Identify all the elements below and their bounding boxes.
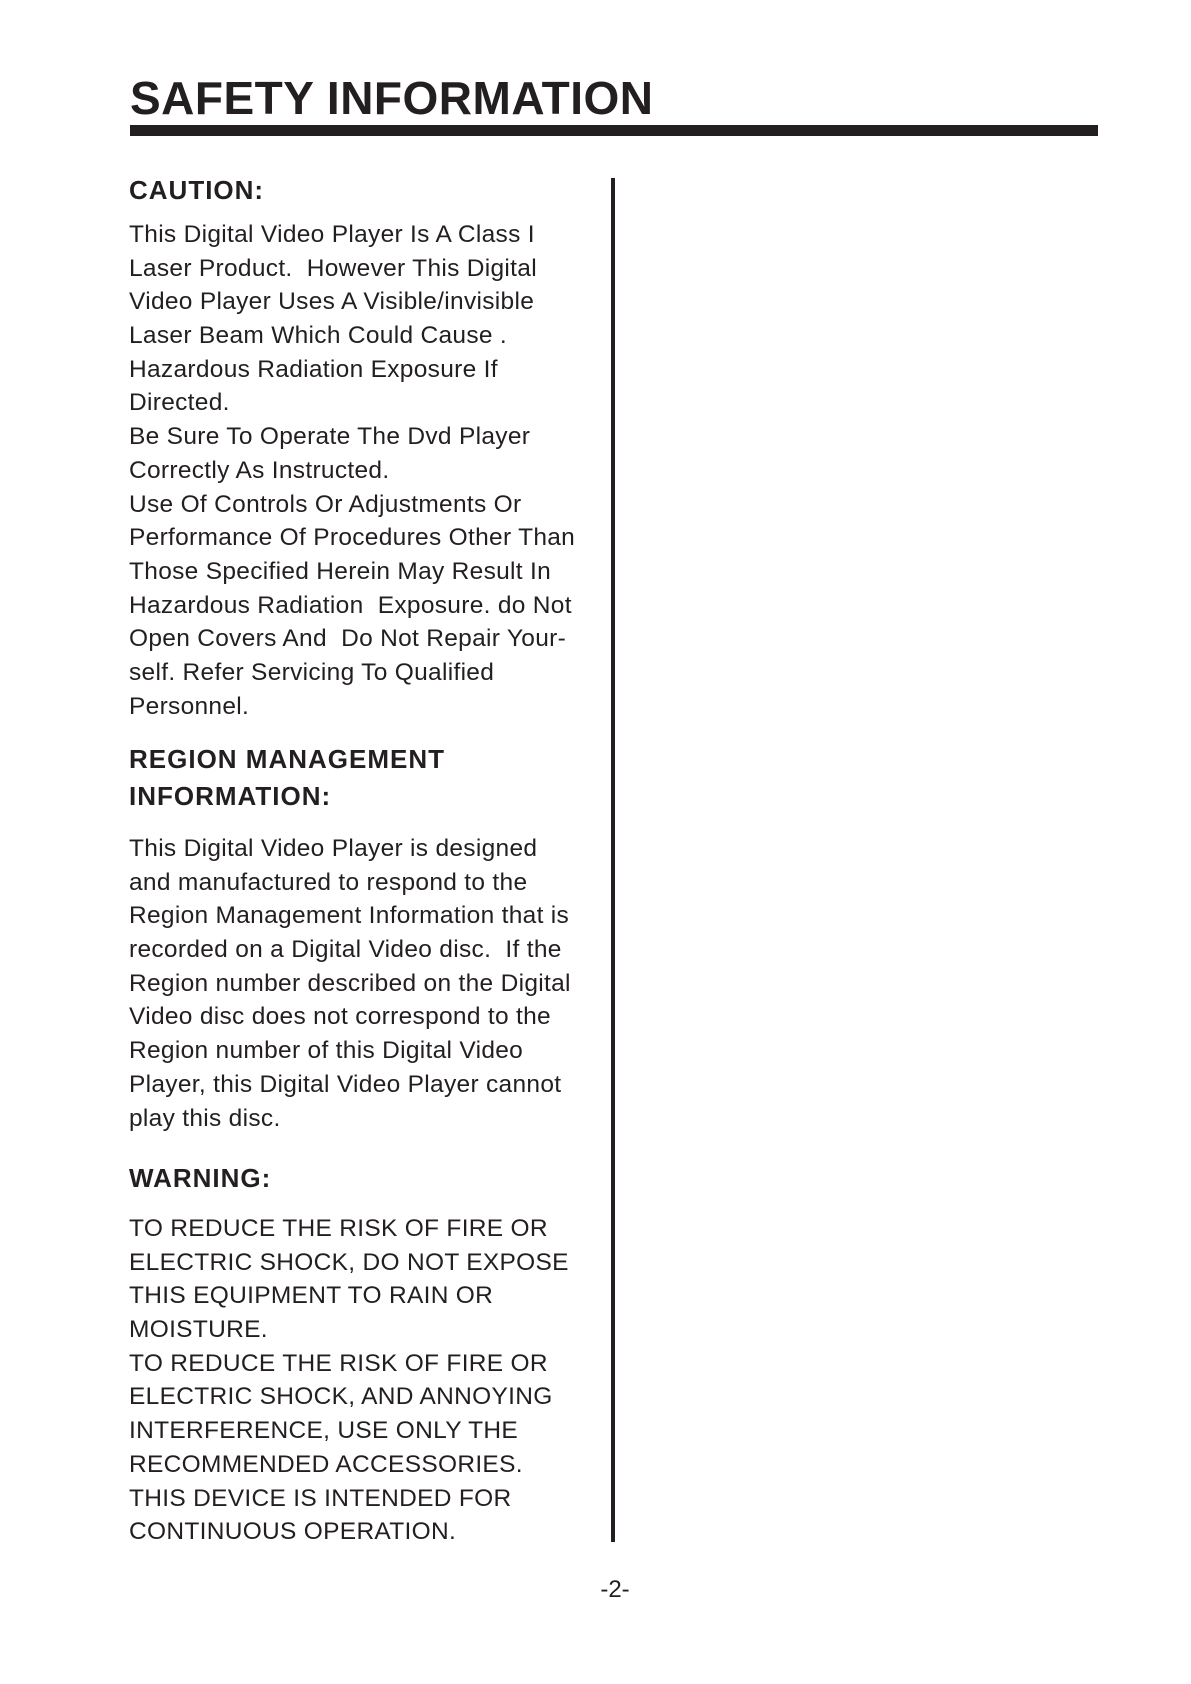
warning-line: ELECTRIC SHOCK, DO NOT EXPOSE: [129, 1248, 569, 1276]
region-line: play this disc.: [129, 1104, 281, 1132]
region-heading-line2: INFORMATION:: [129, 781, 332, 811]
caution-line: Correctly As Instructed.: [129, 456, 390, 484]
caution-line: Use Of Controls Or Adjustments Or: [129, 490, 522, 518]
caution-heading: CAUTION:: [129, 175, 265, 205]
caution-line: Directed.: [129, 389, 230, 417]
caution-body: [129, 218, 575, 723]
region-line: This Digital Video Player is designed: [129, 835, 538, 862]
region-line: Region Management Information that is: [129, 902, 570, 930]
caution-line: Personnel.: [129, 692, 250, 720]
region-line: recorded on a Digital Video disc. If the: [129, 936, 562, 964]
caution-line: Laser Product. However This Digital: [129, 254, 537, 282]
region-line: Video disc does not correspond to the: [129, 1003, 551, 1031]
warning-heading: WARNING:: [129, 1163, 272, 1193]
caution-line: Hazardous Radiation Exposure If: [129, 355, 498, 383]
warning-line: THIS EQUIPMENT TO RAIN OR: [129, 1282, 494, 1310]
region-body: [129, 832, 571, 1135]
region-heading-line1: REGION MANAGEMENT: [129, 744, 445, 774]
region-line: and manufactured to respond to the: [129, 868, 528, 896]
warning-line: TO REDUCE THE RISK OF FIRE OR: [129, 1349, 548, 1377]
warning-line: TO REDUCE THE RISK OF FIRE OR: [129, 1215, 548, 1242]
caution-line: self. Refer Servicing To Qualified: [129, 658, 495, 686]
warning-line: RECOMMENDED ACCESSORIES.: [129, 1450, 523, 1478]
warning-line: CONTINUOUS OPERATION.: [129, 1518, 457, 1546]
warning-line: INTERFERENCE, USE ONLY THE: [129, 1417, 518, 1445]
warning-line: THIS DEVICE IS INTENDED FOR: [129, 1484, 512, 1512]
caution-line: This Digital Video Player Is A Class I: [129, 221, 535, 248]
warning-body: [129, 1212, 569, 1549]
caution-line: Laser Beam Which Could Cause .: [129, 322, 508, 350]
page-number: -2-: [600, 1576, 630, 1603]
region-line: Region number of this Digital Video: [129, 1037, 524, 1065]
region-line: Region number described on the Digital: [129, 969, 571, 997]
caution-line: Open Covers And Do Not Repair Your-: [129, 625, 567, 653]
title-rule: [130, 125, 1098, 136]
caution-line: Those Specified Herein May Result In: [129, 557, 552, 585]
column-divider: [611, 178, 615, 1542]
region-line: Player, this Digital Video Player cannot: [129, 1070, 562, 1098]
caution-line: Video Player Uses A Visible/invisible: [129, 288, 535, 316]
caution-line: Hazardous Radiation Exposure. do Not: [129, 591, 572, 619]
page-title: SAFETY INFORMATION: [130, 72, 654, 124]
warning-line: ELECTRIC SHOCK, AND ANNOYING: [129, 1383, 553, 1411]
caution-line: Be Sure To Operate The Dvd Player: [129, 423, 531, 451]
caution-line: Performance Of Procedures Other Than: [129, 524, 576, 552]
warning-line: MOISTURE.: [129, 1316, 268, 1344]
